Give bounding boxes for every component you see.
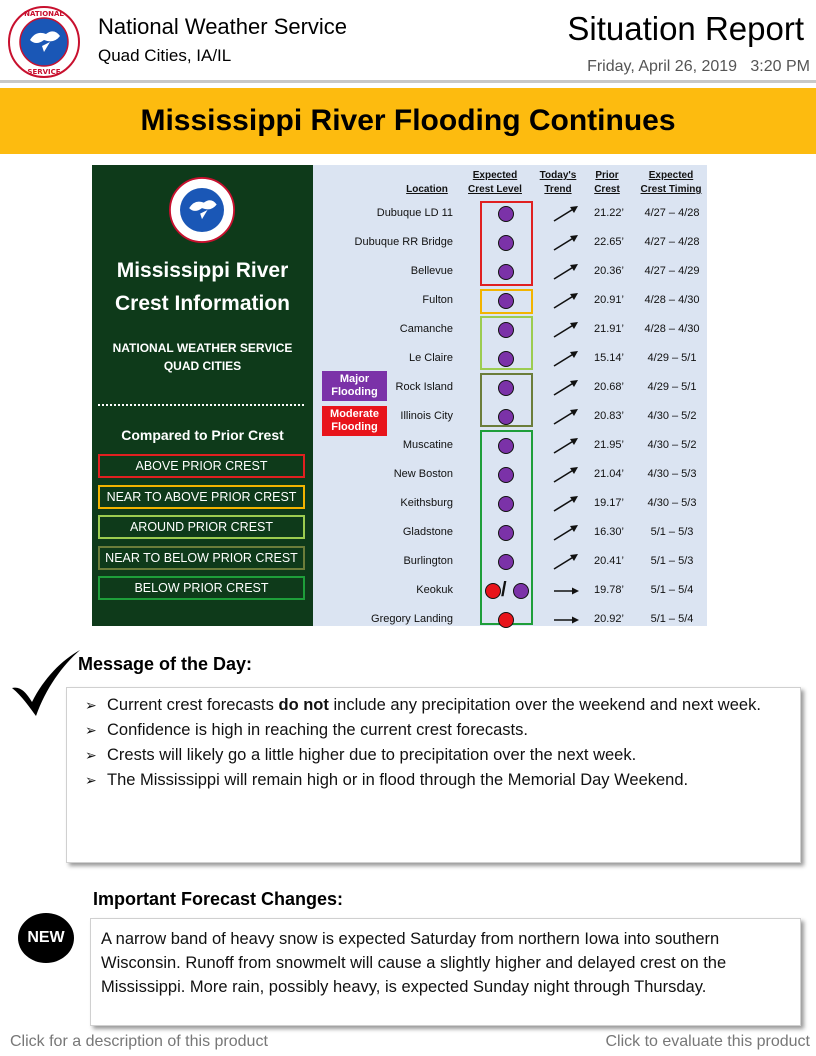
trend-rising-arrow-icon bbox=[551, 291, 581, 311]
crest-title-line2: Crest Information bbox=[114, 292, 290, 315]
row-location: Burlington bbox=[403, 555, 453, 567]
row-crest-timing: 4/28 – 4/30 bbox=[644, 323, 700, 335]
row-prior-crest: 22.65’ bbox=[594, 236, 624, 248]
arrowhead-bullet-icon: ➢ bbox=[85, 772, 97, 788]
legend-item: BELOW PRIOR CREST bbox=[98, 576, 305, 600]
row-location: Dubuque LD 11 bbox=[376, 207, 453, 219]
trend-rising-arrow-icon bbox=[551, 436, 581, 456]
row-crest-timing: 4/29 – 5/1 bbox=[647, 352, 697, 364]
severity-tag-major: Major Flooding bbox=[322, 371, 387, 401]
trend-rising-arrow-icon bbox=[551, 204, 581, 224]
crest-level-major-dot bbox=[498, 235, 514, 251]
motd-item3: Crests will likely go a little higher due to precipitation over the next week. bbox=[107, 746, 637, 764]
legend-item: NEAR TO ABOVE PRIOR CREST bbox=[98, 485, 305, 509]
col-head-prior-line2: Crest bbox=[594, 184, 620, 195]
row-prior-crest: 19.78’ bbox=[594, 584, 624, 596]
crest-level-separator: / bbox=[501, 579, 507, 601]
nws-logo-icon bbox=[169, 177, 235, 243]
row-location: Illinois City bbox=[400, 410, 453, 422]
row-prior-crest: 20.92’ bbox=[594, 613, 624, 625]
row-prior-crest: 19.17’ bbox=[594, 497, 624, 509]
motd-item1-pre: Current crest forecasts bbox=[107, 696, 279, 714]
crest-level-major-dot bbox=[498, 496, 514, 512]
col-head-location: Location bbox=[406, 184, 448, 195]
crest-level-major-dot bbox=[498, 206, 514, 222]
crest-level-major-dot bbox=[498, 351, 514, 367]
motd-box bbox=[66, 687, 801, 863]
crest-level-major-dot bbox=[498, 293, 514, 309]
crest-level-moderate-dot bbox=[485, 583, 501, 599]
motd-item bbox=[85, 769, 785, 792]
dotted-divider bbox=[98, 404, 304, 406]
col-head-timing-line1: Expected bbox=[648, 170, 694, 181]
report-title: Situation Report bbox=[567, 10, 804, 47]
row-crest-timing: 4/27 – 4/28 bbox=[644, 236, 700, 248]
row-prior-crest: 21.04’ bbox=[594, 468, 624, 480]
motd-item1-post: include any precipitation over the weekend and next week. bbox=[328, 696, 761, 714]
trend-rising-arrow-icon bbox=[551, 523, 581, 543]
motd-item2: Confidence is high in reaching the current crest forecasts. bbox=[107, 721, 528, 739]
row-location: Keithsburg bbox=[400, 497, 453, 509]
svg-text:NATIONAL: NATIONAL bbox=[24, 10, 64, 18]
motd-item1-bold: do not bbox=[278, 696, 329, 714]
crest-subtitle-line1: NATIONAL WEATHER SERVICE bbox=[112, 341, 293, 355]
crest-title-line1: Mississippi River bbox=[116, 259, 289, 282]
col-head-timing-line2: Crest Timing bbox=[640, 184, 702, 195]
row-prior-crest: 20.91’ bbox=[594, 294, 624, 306]
crest-level-moderate-dot bbox=[498, 612, 514, 628]
report-date: Friday, April 26, 2019 3:20 PM bbox=[587, 58, 810, 75]
row-location: Keokuk bbox=[416, 584, 453, 596]
col-head-prior-line1: Prior bbox=[595, 170, 619, 181]
crest-level-major-dot bbox=[498, 525, 514, 541]
new-badge: NEW bbox=[18, 913, 74, 963]
row-prior-crest: 20.83’ bbox=[594, 410, 624, 422]
motd-item bbox=[85, 694, 785, 717]
legend-item: AROUND PRIOR CREST bbox=[98, 515, 305, 539]
trend-rising-arrow-icon bbox=[551, 233, 581, 253]
compared-label: Compared to Prior Crest bbox=[121, 427, 284, 443]
forecast-changes-box bbox=[90, 918, 801, 1026]
motd-title: Message of the Day: bbox=[78, 654, 253, 674]
crest-level-major-dot bbox=[498, 467, 514, 483]
row-location: Fulton bbox=[422, 294, 453, 306]
trend-rising-arrow-icon bbox=[551, 552, 581, 572]
row-crest-timing: 4/30 – 5/3 bbox=[647, 468, 697, 480]
crest-level-major-dot bbox=[498, 554, 514, 570]
row-crest-timing: 4/27 – 4/28 bbox=[644, 207, 700, 219]
row-crest-timing: 5/1 – 5/4 bbox=[650, 584, 694, 596]
row-crest-timing: 5/1 – 5/4 bbox=[650, 613, 694, 625]
row-crest-timing: 5/1 – 5/3 bbox=[650, 555, 694, 567]
header-divider bbox=[0, 80, 816, 83]
row-crest-timing: 4/30 – 5/3 bbox=[647, 497, 697, 509]
headline-banner bbox=[0, 88, 816, 154]
row-prior-crest: 20.41’ bbox=[594, 555, 624, 567]
legend-item: NEAR TO BELOW PRIOR CREST bbox=[98, 546, 305, 570]
trend-rising-arrow-icon bbox=[551, 494, 581, 514]
trend-rising-arrow-icon bbox=[551, 349, 581, 369]
arrowhead-bullet-icon: ➢ bbox=[85, 747, 97, 763]
row-location: New Boston bbox=[393, 468, 453, 480]
org-name: National Weather Service bbox=[98, 14, 348, 39]
severity-tag-moderate: Moderate Flooding bbox=[322, 406, 387, 436]
trend-rising-arrow-icon bbox=[551, 320, 581, 340]
crest-level-major-dot bbox=[498, 409, 514, 425]
forecast-changes-title: Important Forecast Changes: bbox=[93, 889, 344, 909]
row-prior-crest: 16.30’ bbox=[594, 526, 624, 538]
nws-logo-icon bbox=[8, 6, 80, 78]
col-head-expected-line1: Expected bbox=[472, 170, 518, 181]
headline-text: Mississippi River Flooding Continues bbox=[140, 104, 676, 137]
trend-rising-arrow-icon bbox=[551, 262, 581, 282]
row-prior-crest: 20.36’ bbox=[594, 265, 624, 277]
row-prior-crest: 20.68’ bbox=[594, 381, 624, 393]
trend-rising-arrow-icon bbox=[551, 407, 581, 427]
motd-item4: The Mississippi will remain high or in flood through the Memorial Day Weekend. bbox=[107, 771, 689, 789]
row-prior-crest: 21.95’ bbox=[594, 439, 624, 451]
legend-item: ABOVE PRIOR CREST bbox=[98, 454, 305, 478]
crest-level-major-dot bbox=[498, 264, 514, 280]
crest-level-major-dot bbox=[498, 322, 514, 338]
motd-item bbox=[85, 744, 785, 767]
row-location: Rock Island bbox=[395, 381, 453, 393]
crest-info-panel bbox=[92, 165, 313, 626]
motd-item bbox=[85, 719, 785, 742]
trend-rising-arrow-icon bbox=[551, 465, 581, 485]
crest-subtitle-line2: QUAD CITIES bbox=[163, 359, 242, 373]
row-prior-crest: 15.14’ bbox=[594, 352, 624, 364]
row-location: Bellevue bbox=[410, 265, 453, 277]
row-crest-timing: 4/28 – 4/30 bbox=[644, 294, 700, 306]
trend-steady-arrow-icon bbox=[551, 610, 581, 630]
forecast-changes-text: A narrow band of heavy snow is expected Saturday from northern Iowa into southern Wisconsin. Runoff from snowmelt will cause a slightly higher and delayed crest on the Mississippi. More rain, possibly heavy, is expected Sunday night through Thursday. bbox=[101, 930, 727, 996]
crest-graphic bbox=[92, 165, 707, 626]
svg-text:SERVICE: SERVICE bbox=[27, 68, 61, 76]
crest-level-major-dot bbox=[513, 583, 529, 599]
row-location: Camanche bbox=[399, 323, 453, 335]
row-location: Le Claire bbox=[408, 352, 453, 364]
col-head-expected-line2: Crest Level bbox=[468, 184, 522, 195]
row-prior-crest: 21.22’ bbox=[594, 207, 624, 219]
row-location: Gladstone bbox=[402, 526, 453, 538]
row-crest-timing: 4/30 – 5/2 bbox=[647, 439, 697, 451]
row-location: Gregory Landing bbox=[371, 613, 453, 625]
row-crest-timing: 4/30 – 5/2 bbox=[647, 410, 697, 422]
arrowhead-bullet-icon: ➢ bbox=[85, 722, 97, 738]
trend-steady-arrow-icon bbox=[551, 581, 581, 601]
row-location: Dubuque RR Bridge bbox=[354, 236, 453, 248]
motd-list bbox=[85, 694, 785, 794]
col-head-trend-line1: Today's bbox=[539, 170, 577, 181]
row-crest-timing: 4/29 – 5/1 bbox=[647, 381, 697, 393]
crest-level-major-dot bbox=[498, 438, 514, 454]
row-crest-timing: 5/1 – 5/3 bbox=[650, 526, 694, 538]
col-head-trend-line2: Trend bbox=[544, 184, 572, 195]
row-location: Muscatine bbox=[402, 439, 453, 451]
trend-rising-arrow-icon bbox=[551, 378, 581, 398]
row-crest-timing: 4/27 – 4/29 bbox=[644, 265, 700, 277]
product-description-link[interactable]: Click for a description of this product bbox=[10, 1033, 268, 1050]
org-location: Quad Cities, IA/IL bbox=[98, 46, 232, 65]
crest-level-major-dot bbox=[498, 380, 514, 396]
arrowhead-bullet-icon: ➢ bbox=[85, 697, 97, 713]
row-prior-crest: 21.91’ bbox=[594, 323, 624, 335]
evaluate-product-link[interactable]: Click to evaluate this product bbox=[605, 1033, 810, 1050]
